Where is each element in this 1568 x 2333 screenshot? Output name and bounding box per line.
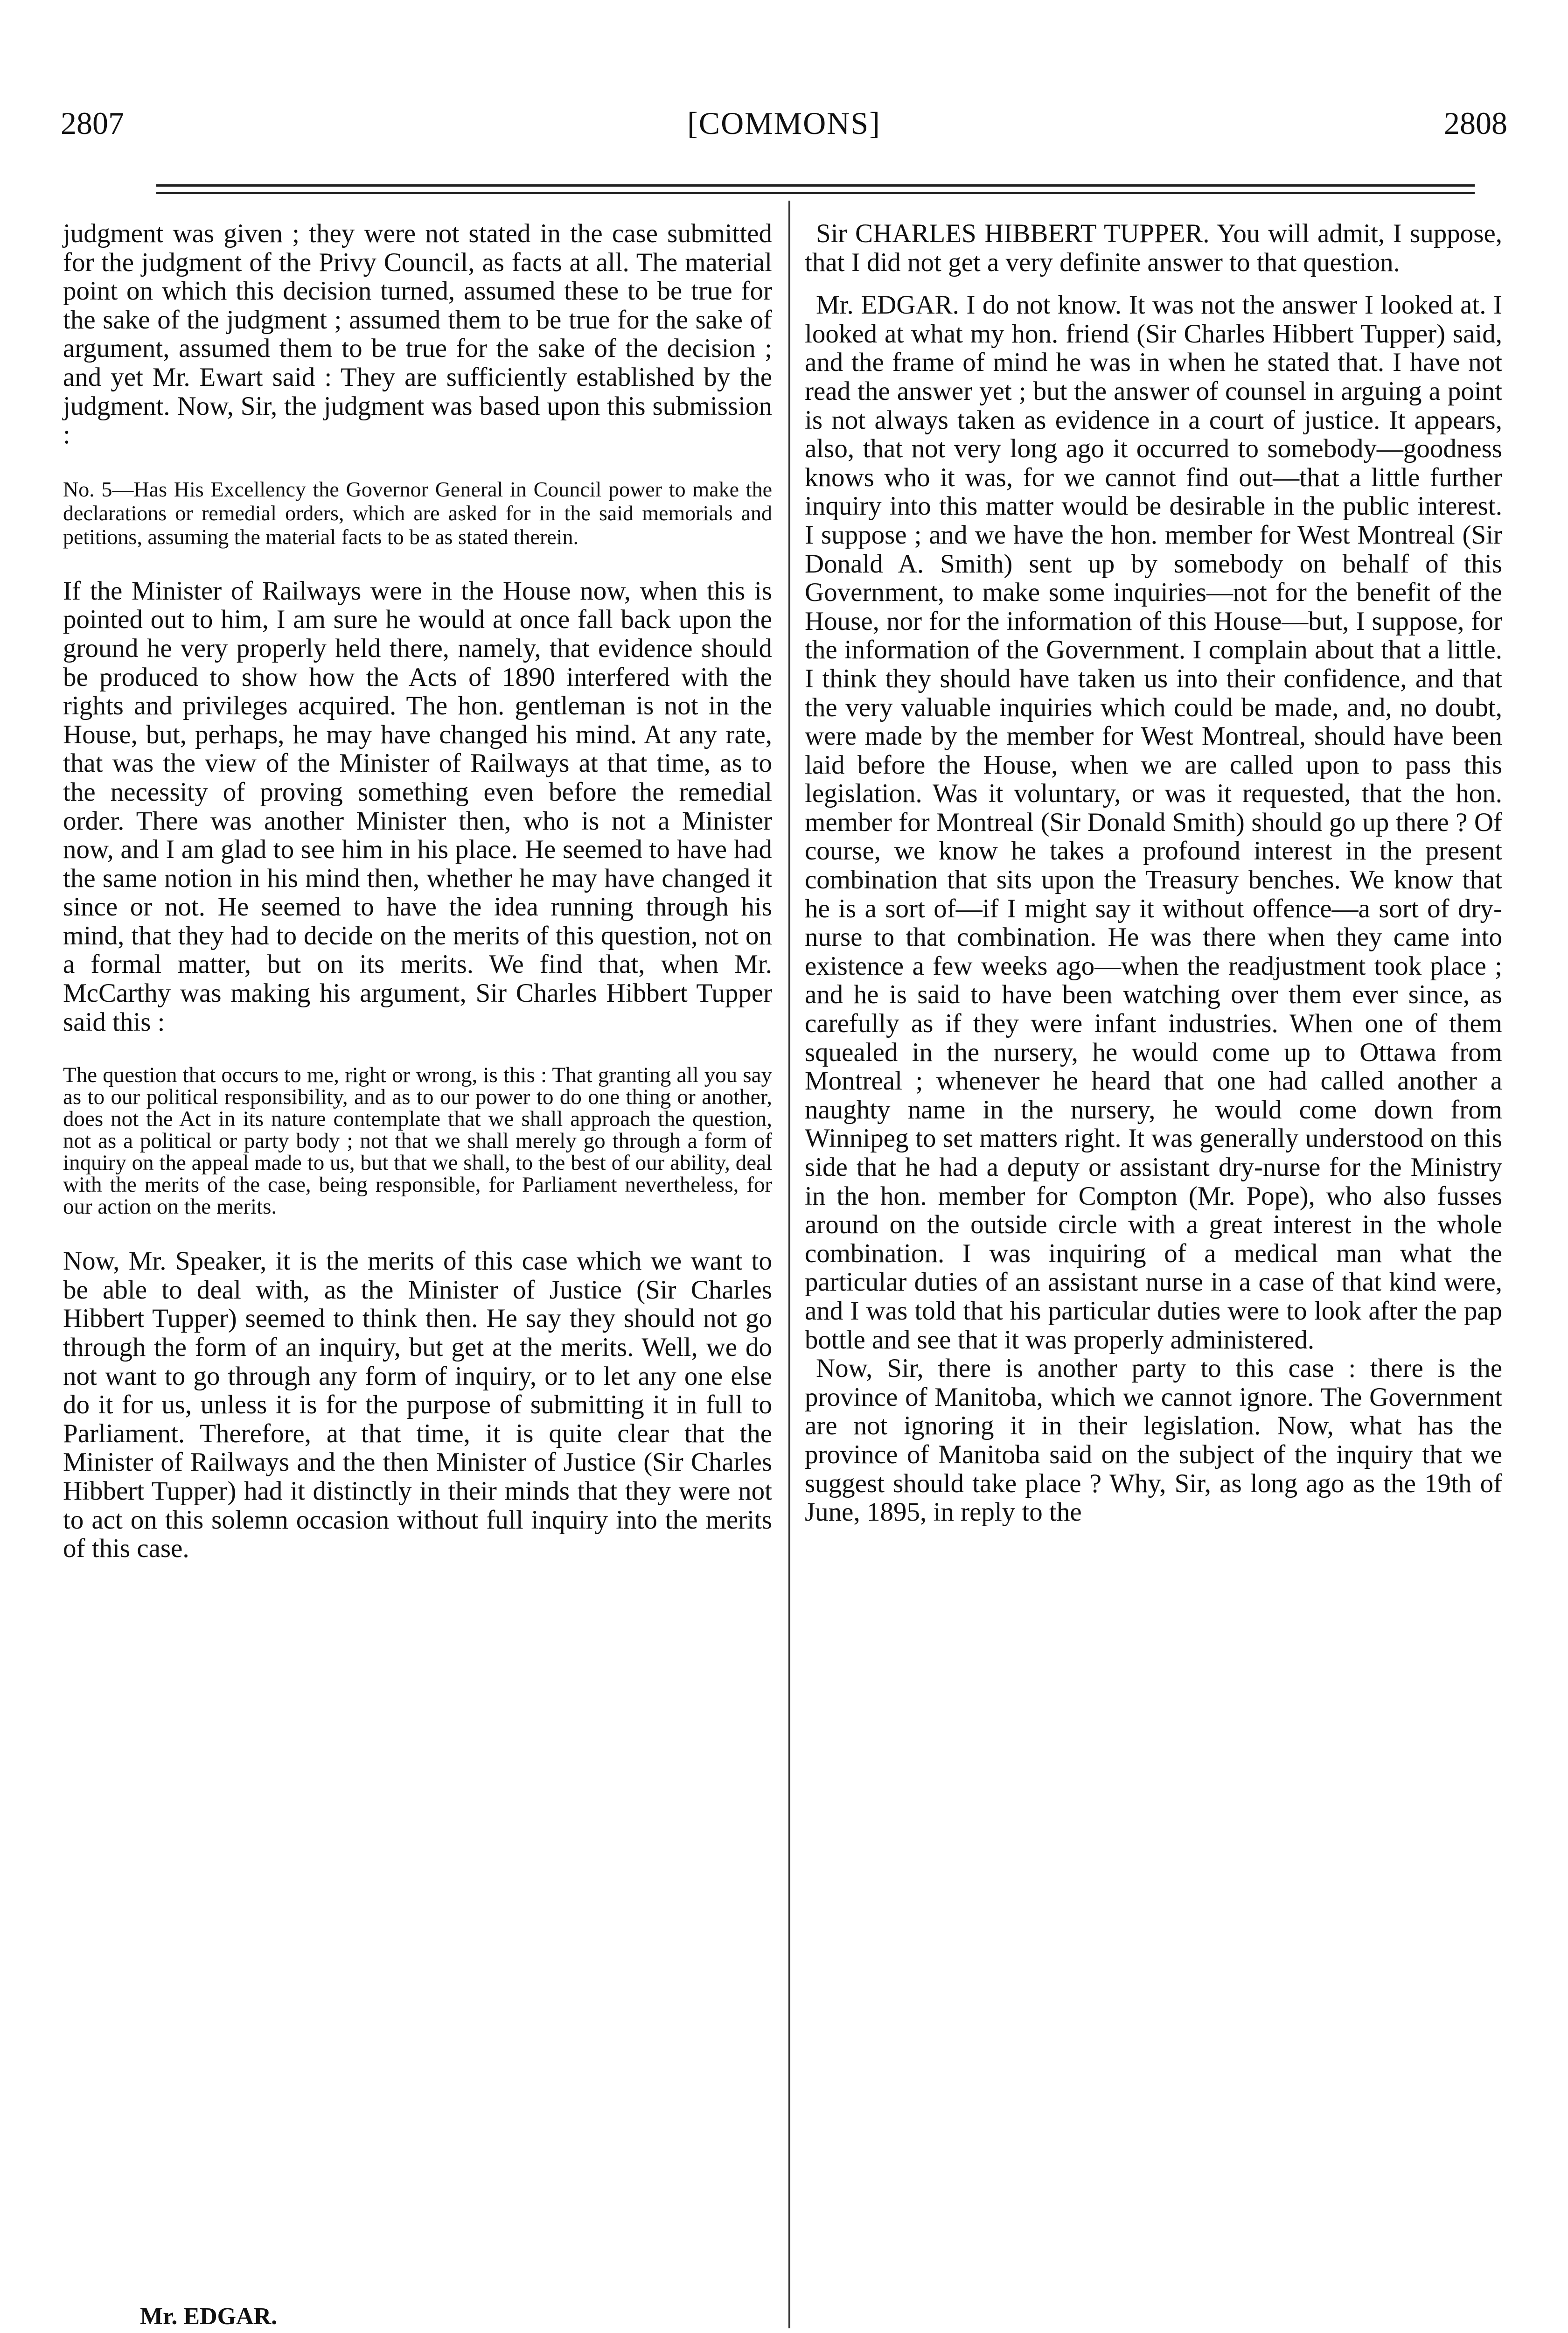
right-paragraph-1: Sir CHARLES HIBBERT TUPPER. You will admit, I suppose, that I did not get a very definite answer to that question. [805,219,1502,277]
header-rule-bottom [156,192,1475,194]
left-quotation-2: The question that occurs to me, right or wrong, is this : That granting all you say as to our political responsibility, and as to our power to do one thing or another, does not the Act in its nature contemplate that we shall approach the question, not as a political or party body ; not that we shall merely go through a form of inquiry on the appeal made to us, but that we shall, to the best of our ability, deal with the merits of the case, being responsible, for Parliament nevertheless, for our action on the merits. [63,1063,772,1219]
left-column [63,219,772,1563]
running-title: [COMMONS] [687,105,881,141]
page-header [61,105,1507,156]
header-rule-top [156,184,1475,187]
page-number-right: 2808 [1444,105,1507,141]
speaker-signature: Mr. EDGAR. [140,2303,278,2330]
left-paragraph-1: judgment was given ; they were not stated in the case submitted for the judgment of the Privy Council, as facts at all. The material point on which this decision turned, assumed these to be true for the sake of the judgment ; assumed them to be true for the sake of argument, assumed them to be true for the sake of the decision ; and yet Mr. Ewart said : They are sufficiently established by the judgment. Now, Sir, the judgment was based upon this submission : [63,219,772,450]
right-column [805,219,1502,1527]
column-divider [788,201,790,2328]
left-paragraph-3: Now, Mr. Speaker, it is the merits of this case which we want to be able to deal with, as the Minister of Justice (Sir Charles Hibbert Tupper) seemed to think then. He say they should not go through the form of an inquiry, but get at the merits. Well, we do not want to go through any form of inquiry, or to let any one else do it for us, unless it is for the purpose of submitting it in full to Parliament. Therefore, at that time, it is quite clear that the Minister of Railways and the then Minister of Justice (Sir Charles Hibbert Tupper) had it distinctly in their minds that they were not to act on this solemn occasion without full inquiry into the merits of this case. [63,1246,772,1564]
right-paragraph-2: Mr. EDGAR. I do not know. It was not the answer I looked at. I looked at what my hon. friend (Sir Charles Hibbert Tupper) said, and the frame of mind he was in when he stated that. I have not read the answer yet ; but the answer of counsel in arguing a point is not always taken as evidence in a court of justice. It appears, also, that not very long ago it occurred to somebody—goodness knows who it was, for we cannot find out—that a little further inquiry into this matter would be desirable in the public interest. I suppose ; and we have the hon. member for West Montreal (Sir Donald A. Smith) sent up by somebody on behalf of this Government, to make some inquiries—not for the benefit of the House, nor for the information of this House—but, I suppose, for the information of the Government. I complain about that a little. I think they should have taken us into their confidence, and that the very valuable inquiries which could be made, and, no doubt, were made by the member for West Montreal, should have been laid before the House, when we are called upon to pass this legislation. Was it voluntary, or was it requested, that the hon. member for Montreal (Sir Donald Smith) should go up there ? Of course, we know he takes a profound interest in the present combination that sits upon the Treasury benches. We know that he is a sort of—if I might say it without offence—a sort of dry-nurse to that combination. He was there when they came into existence a few weeks ago—when the readjustment took place ; and he is said to have been watching over them ever since, as carefully as if they were infant industries. When one of them squealed in the nursery, he would come up to Ottawa from Montreal ; whenever he heard that one had called another a naughty name in the nursery, he would come down from Winnipeg to set matters right. It was generally understood on this side that he had a deputy or assistant dry-nurse for the Ministry in the hon. member for Compton (Mr. Pope), who also fusses around on the outside circle with a great interest in the whole combination. I was inquiring of a medical man what the particular duties of an assistant nurse in a case of that kind were, and I was told that his particular duties were to look after the pap bottle and see that it was properly administered. [805,290,1502,1355]
left-quotation-1: No. 5—Has His Excellency the Governor General in Council power to make the declarations or remedial orders, which are asked for in the said memorials and petitions, assuming the material facts to be as stated therein. [63,477,772,549]
left-paragraph-2: If the Minister of Railways were in the House now, when this is pointed out to him, I am sure he would at once fall back upon the ground he very properly held there, namely, that evidence should be produced to show how the Acts of 1890 interfered with the rights and privileges acquired. The hon. gentleman is not in the House, but, perhaps, he may have changed his mind. At any rate, that was the view of the Minister of Railways at that time, as to the necessity of proving something even before the remedial order. There was another Minister then, who is not a Minister now, and I am glad to see him in his place. He seemed to have had the same notion in his mind then, whether he may have changed it since or not. He seemed to have the idea running through his mind, that they had to decide on the merits of this question, not on a formal matter, but on its merits. We find that, when Mr. McCarthy was making his argument, Sir Charles Hibbert Tupper said this : [63,576,772,1037]
page-number-left: 2807 [61,105,124,141]
right-paragraph-3: Now, Sir, there is another party to this case : there is the province of Manitoba, which we cannot ignore. The Government are not ignoring it in their legislation. Now, what has the province of Manitoba said on the subject of the inquiry that we suggest should take place ? Why, Sir, as long ago as the 19th of June, 1895, in reply to the [805,1354,1502,1527]
